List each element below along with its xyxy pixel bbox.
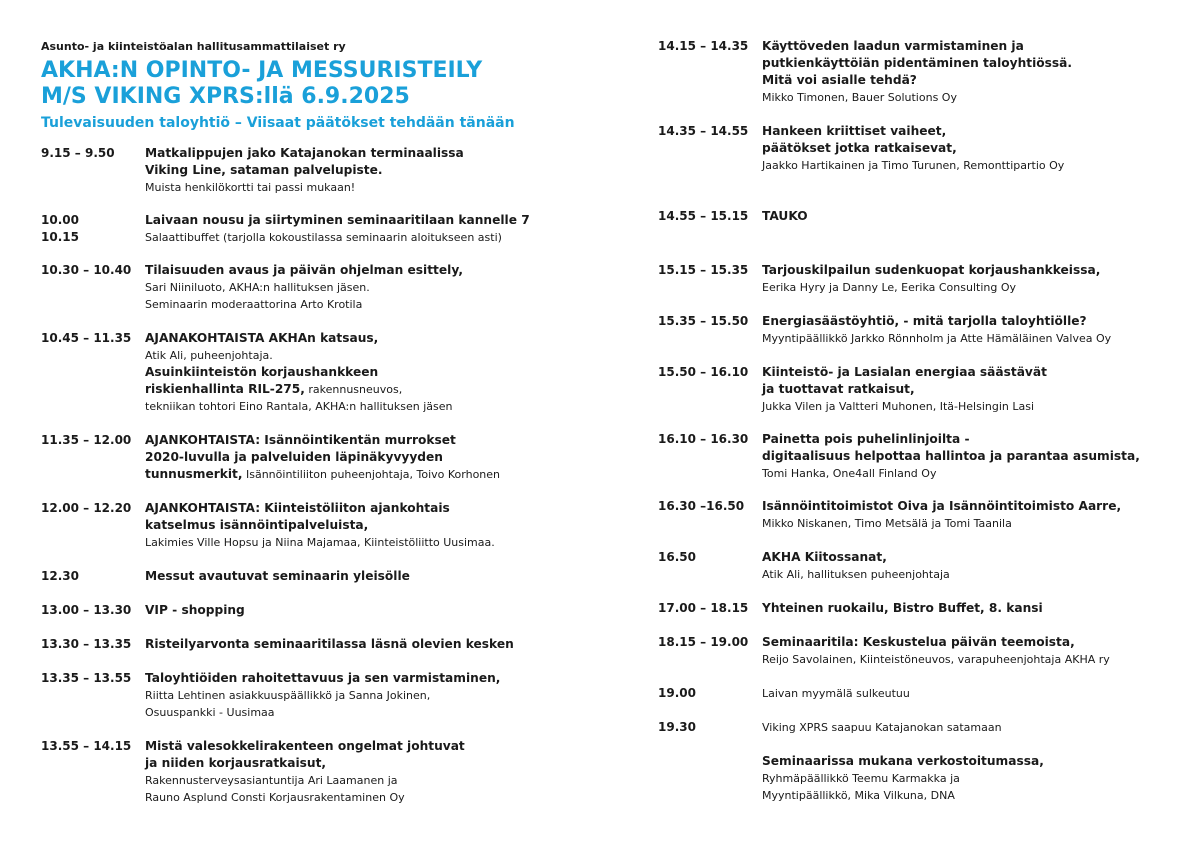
entry-speaker: Jukka Vilen ja Valtteri Muhonen, Itä-Helsingin Lasi — [762, 400, 1035, 413]
entry-time: 13.00 – 13.30 — [41, 603, 132, 617]
schedule-entry — [41, 636, 581, 653]
entry-time: 17.00 – 18.15 — [658, 601, 749, 615]
schedule-entry — [658, 38, 1168, 106]
schedule-entry — [658, 549, 1168, 583]
entry-title: Viking Line, sataman palvelupiste. — [145, 163, 383, 177]
entry-time: 14.35 – 14.55 — [658, 124, 749, 138]
entry-speaker: Ryhmäpäällikkö Teemu Karmakka ja — [762, 772, 960, 785]
entry-title: katselmus isännöintipalveluista, — [145, 518, 369, 532]
entry-speaker: Sari Niiniluoto, AKHA:n hallituksen jäsen. — [145, 281, 370, 294]
schedule-entry — [658, 685, 1168, 702]
entry-title: TAUKO — [762, 209, 808, 223]
schedule-entry — [41, 262, 581, 313]
entry-title: Käyttöveden laadun varmistaminen ja — [762, 39, 1024, 53]
schedule-entry — [658, 719, 1168, 736]
entry-title: Tarjouskilpailun sudenkuopat korjaushankkeissa, — [762, 263, 1101, 277]
entry-speaker: Mikko Niskanen, Timo Metsälä ja Tomi Taanila — [762, 517, 1012, 530]
entry-title: Tilaisuuden avaus ja päivän ohjelman esittely, — [145, 263, 463, 277]
entry-title: 2020-luvulla ja palveluiden läpinäkyvyyden — [145, 450, 443, 464]
entry-title: Seminaaritila: Keskustelua päivän teemoista, — [762, 635, 1075, 649]
entry-time: 14.15 – 14.35 — [658, 39, 749, 53]
entry-title: Messut avautuvat seminaarin yleisölle — [145, 569, 410, 583]
entry-note: Muista henkilökortti tai passi mukaan! — [145, 181, 356, 194]
entry-note: Seminaarin moderaattorina Arto Krotila — [145, 298, 363, 311]
entry-title: AJANAKOHTAISTA AKHAn katsaus, — [145, 331, 379, 345]
entry-note: Salaattibuffet (tarjolla kokoustilassa seminaarin aloitukseen asti) — [145, 231, 502, 244]
entry-title: Kiinteistö- ja Lasialan energiaa säästävät — [762, 365, 1047, 379]
page-subtitle: Tulevaisuuden taloyhtiö – Viisaat päätökset tehdään tänään — [41, 115, 515, 131]
entry-title: AJANKOHTAISTA: Isännöintikentän murrokset — [145, 433, 456, 447]
entry-title: ja tuottavat ratkaisut, — [762, 382, 915, 396]
entry-time: 13.55 – 14.15 — [41, 739, 132, 753]
entry-time: 10.30 – 10.40 — [41, 263, 132, 277]
schedule-entry — [41, 500, 581, 551]
entry-time: 12.30 — [41, 569, 79, 583]
entry-note: Laivan myymälä sulkeutuu — [762, 687, 910, 700]
schedule-entry — [41, 432, 581, 483]
schedule-entry — [658, 208, 1168, 225]
page-title: AKHA:N OPINTO- JA MESSURISTEILY — [41, 58, 483, 83]
entry-speaker: Jaakko Hartikainen ja Timo Turunen, Remonttipartio Oy — [762, 159, 1065, 172]
schedule-entry — [658, 600, 1168, 617]
entry-title: Mistä valesokkelirakenteen ongelmat johtuvat — [145, 739, 465, 753]
entry-title: putkienkäyttöiän pidentäminen taloyhtiössä. — [762, 56, 1073, 70]
schedule-entry — [41, 670, 581, 721]
entry-time: 10.45 – 11.35 — [41, 331, 132, 345]
entry-title: Yhteinen ruokailu, Bistro Buffet, 8. kansi — [762, 601, 1043, 615]
entry-speaker: Rakennusterveysasiantuntija Ari Laamanen ja — [145, 774, 398, 787]
entry-time: 15.35 – 15.50 — [658, 314, 749, 328]
schedule-entry — [41, 212, 581, 246]
entry-speaker: Mikko Timonen, Bauer Solutions Oy — [762, 91, 957, 104]
schedule-entry — [658, 498, 1168, 532]
entry-time: 12.00 – 12.20 — [41, 501, 132, 515]
entry-title: Laivaan nousu ja siirtyminen seminaaritilaan kannelle 7 — [145, 213, 530, 227]
entry-title: Matkalippujen jako Katajanokan terminaalissa — [145, 146, 464, 160]
entry-time: 11.35 – 12.00 — [41, 433, 132, 447]
entry-speaker: Lakimies Ville Hopsu ja Niina Majamaa, Kiinteistöliitto Uusimaa. — [145, 536, 495, 549]
entry-title: Risteilyarvonta seminaaritilassa läsnä olevien kesken — [145, 637, 514, 651]
entry-title: ja niiden korjausratkaisut, — [145, 756, 327, 770]
entry-title-with-speaker — [145, 381, 581, 398]
entry-title: AKHA Kiitossanat, — [762, 550, 887, 564]
entry-speaker: rakennusneuvos, — [304, 383, 403, 396]
entry-title: Hankeen kriittiset vaiheet, — [762, 124, 947, 138]
entry-time: 15.50 – 16.10 — [658, 365, 749, 379]
entry-title: Asuinkiinteistön korjaushankkeen — [145, 365, 379, 379]
schedule-entry — [658, 431, 1168, 482]
schedule-entry — [658, 313, 1168, 347]
entry-speaker: Myyntipäällikkö, Mika Vilkuna, DNA — [762, 789, 955, 802]
schedule-right-column — [658, 38, 1168, 804]
entry-time: 14.55 – 15.15 — [658, 209, 749, 223]
entry-time: 10.00 — [41, 213, 79, 227]
entry-speaker: Tomi Hanka, One4all Finland Oy — [762, 467, 937, 480]
schedule-entry — [658, 634, 1168, 668]
entry-time: 19.30 — [658, 720, 696, 734]
entry-time: 15.15 – 15.35 — [658, 263, 749, 277]
entry-title: digitaalisuus helpottaa hallintoa ja parantaa asumista, — [762, 449, 1140, 463]
entry-title: Mitä voi asialle tehdä? — [762, 73, 917, 87]
entry-time: 13.30 – 13.35 — [41, 637, 132, 651]
entry-speaker: Atik Ali, hallituksen puheenjohtaja — [762, 568, 950, 581]
entry-speaker: Riitta Lehtinen asiakkuuspäällikkö ja Sanna Jokinen, — [145, 689, 431, 702]
entry-title: Isännöintitoimistot Oiva ja Isännöintitoimisto Aarre, — [762, 499, 1122, 513]
entry-speaker: Isännöintiliiton puheenjohtaja, Toivo Korhonen — [242, 468, 501, 481]
organization-name: Asunto- ja kiinteistöalan hallitusammattilaiset ry — [41, 40, 346, 53]
schedule-entry — [658, 262, 1168, 296]
networking-note — [658, 753, 1168, 804]
entry-time: 19.00 — [658, 686, 696, 700]
schedule-entry — [41, 602, 581, 619]
entry-time: 13.35 – 13.55 — [41, 671, 132, 685]
entry-speaker: Atik Ali, puheenjohtaja. — [145, 349, 273, 362]
entry-time: 16.50 — [658, 550, 696, 564]
entry-title: riskienhallinta RIL-275, — [145, 382, 305, 396]
page-title-ship-date: M/S VIKING XPRS:llä 6.9.2025 — [41, 84, 410, 109]
entry-title: Taloyhtiöiden rahoitettavuus ja sen varmistaminen, — [145, 671, 501, 685]
entry-speaker: Reijo Savolainen, Kiinteistöneuvos, varapuheenjohtaja AKHA ry — [762, 653, 1110, 666]
entry-time: 18.15 – 19.00 — [658, 635, 749, 649]
entry-speaker: tekniikan tohtori Eino Rantala, AKHA:n hallituksen jäsen — [145, 400, 453, 413]
entry-time: 9.15 – 9.50 — [41, 146, 115, 160]
schedule-left-column — [41, 145, 581, 806]
schedule-entry — [41, 568, 581, 585]
schedule-entry — [658, 364, 1168, 415]
entry-speaker: Osuuspankki - Uusimaa — [145, 706, 275, 719]
schedule-entry — [41, 738, 581, 806]
entry-title: VIP - shopping — [145, 603, 245, 617]
entry-time: 16.10 – 16.30 — [658, 432, 749, 446]
entry-title: tunnusmerkit, — [145, 467, 243, 481]
entry-title-with-speaker — [145, 466, 581, 483]
schedule-entry — [41, 145, 581, 196]
entry-speaker: Eerika Hyry ja Danny Le, Eerika Consulting Oy — [762, 281, 1017, 294]
schedule-entry — [658, 123, 1168, 174]
entry-note: Viking XPRS saapuu Katajanokan satamaan — [762, 721, 1002, 734]
schedule-entry — [41, 330, 581, 415]
entry-time: 10.15 — [41, 230, 79, 244]
entry-title: Seminaarissa mukana verkostoitumassa, — [762, 754, 1044, 768]
entry-title: päätökset jotka ratkaisevat, — [762, 141, 957, 155]
entry-speaker: Myyntipäällikkö Jarkko Rönnholm ja Atte Hämäläinen Valvea Oy — [762, 332, 1112, 345]
entry-time: 16.30 –16.50 — [658, 499, 745, 513]
entry-title: AJANKOHTAISTA: Kiinteistöliiton ajankohtais — [145, 501, 450, 515]
entry-title: Painetta pois puhelinlinjoilta - — [762, 432, 970, 446]
entry-title: Energiasäästöyhtiö, - mitä tarjolla taloyhtiölle? — [762, 314, 1087, 328]
entry-speaker: Rauno Asplund Consti Korjausrakentaminen Oy — [145, 791, 405, 804]
